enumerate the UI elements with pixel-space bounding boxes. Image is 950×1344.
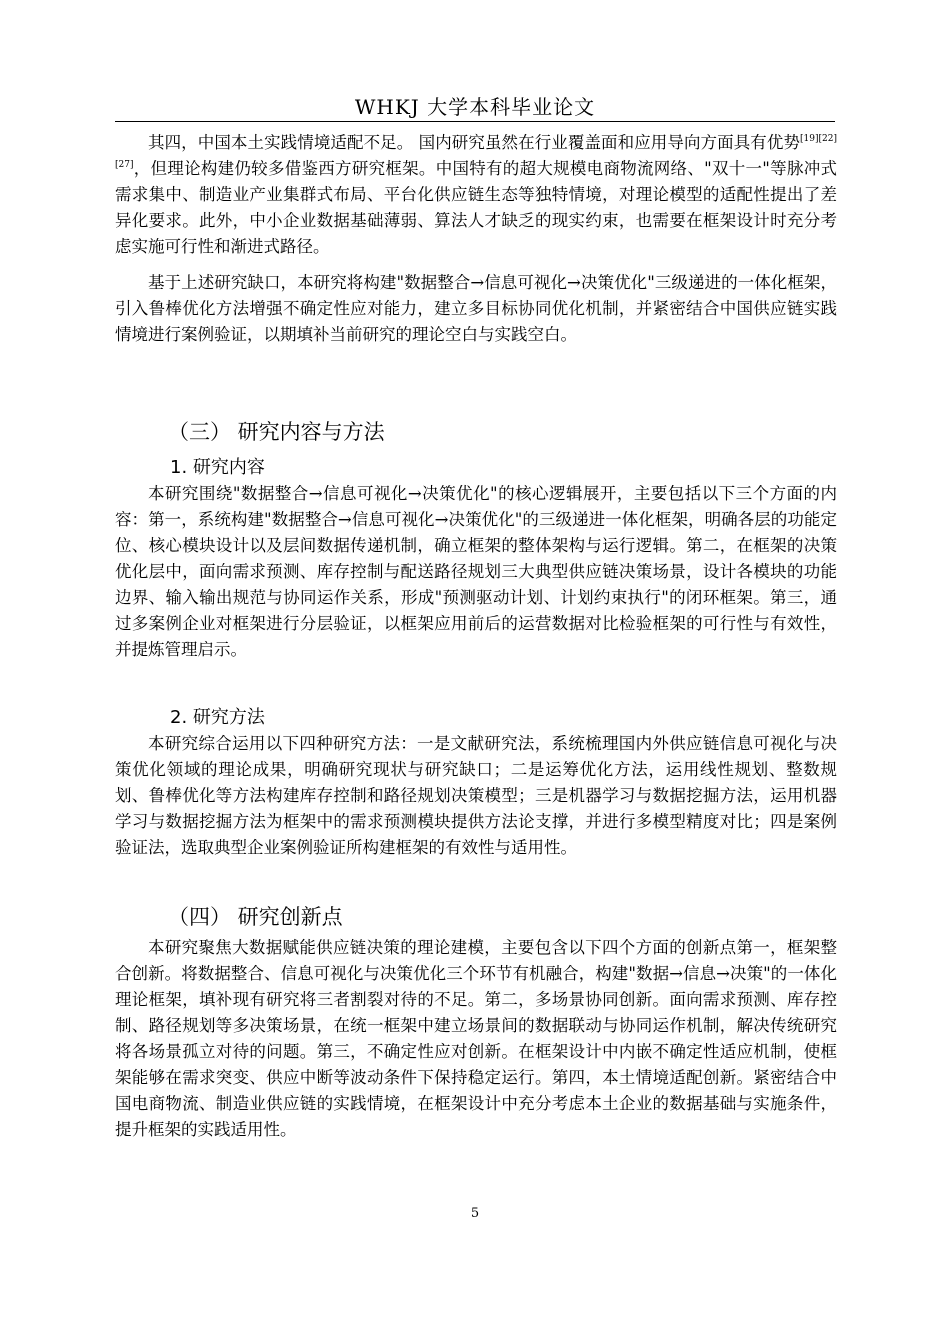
paragraph-research-content: 本研究围绕"数据整合→信息可视化→决策优化"的核心逻辑展开，主要包括以下三个方面的内容：第一，系统构建"数据整合→信息可视化→决策优化"的三级递进一体化框架，明确各层的功能定位、核心模块设计以及层间数据传递机制，确立框架的整体架构与运行逻辑。第二，在框架的决策优化层中，面向需求预测、库存控制与配送路径规划三大典型供应链决策场景，设计各模块的功能边界、输入输出规范与协同运作关系，形成"预测驱动计划、计划约束执行"的闭环框架。第三，通过多案例企业对框架进行分层验证，以框架应用前后的运营数据对比检验框架的可行性与有效性，并提炼管理启示。 <box>115 484 837 659</box>
paragraph-localization-gap <box>115 130 837 260</box>
paragraph-text: ，但理论构建仍较多借鉴西方研究框架。中国特有的超大规模电商物流网络、"双十一"等脉冲式需求集中、制造业产业集群式布局、平台化供应链生态等独特情境，对理论模型的适配性提出了差异化要求。此外，中小企业数据基础薄弱、算法人才缺乏的现实约束，也需要在框架设计时充分考虑实施可行性和渐进式路径。 <box>115 159 837 256</box>
page-header: WHKJ 大学本科毕业论文 <box>115 93 835 122</box>
paragraph-research-gap-summary: 基于上述研究缺口，本研究将构建"数据整合→信息可视化→决策优化"三级递进的一体化框架，引入鲁棒优化方法增强不确定性应对能力，建立多目标协同优化机制，并紧密结合中国供应链实践情境进行案例验证，以期填补当前研究的理论空白与实践空白。 <box>115 273 837 344</box>
section-heading-content-methods: （三） 研究内容与方法 <box>168 420 385 444</box>
subheading-research-content: 1. 研究内容 <box>170 457 265 478</box>
citation-marker: [19][22][27] <box>115 134 837 170</box>
section-heading-innovation: （四） 研究创新点 <box>168 905 343 929</box>
subheading-research-methods: 2. 研究方法 <box>170 707 265 728</box>
paragraph-text: 其四，中国本土实践情境适配不足。 国内研究虽然在行业覆盖面和应用导向方面具有优势 <box>148 133 801 152</box>
paragraph-innovation: 本研究聚焦大数据赋能供应链决策的理论建模，主要包含以下四个方面的创新点第一，框架整合创新。将数据整合、信息可视化与决策优化三个环节有机融合，构建"数据→信息→决策"的一体化理论框架，填补现有研究将三者割裂对待的不足。第二，多场景协同创新。面向需求预测、库存控制、路径规划等多决策场景，在统一框架中建立场景间的数据联动与协同运作机制，解决传统研究将各场景孤立对待的问题。第三，不确定性应对创新。在框架设计中内嵌不确定性适应机制，使框架能够在需求突变、供应中断等波动条件下保持稳定运行。第四，本土情境适配创新。紧密结合中国电商物流、制造业供应链的实践情境，在框架设计中充分考虑本土企业的数据基础与实施条件，提升框架的实践适用性。 <box>115 938 837 1139</box>
page-number: 5 <box>470 1206 480 1221</box>
paragraph-research-methods: 本研究综合运用以下四种研究方法：一是文献研究法，系统梳理国内外供应链信息可视化与决策优化领域的理论成果，明确研究现状与研究缺口；二是运筹优化方法，运用线性规划、整数规划、鲁棒优化等方法构建库存控制和路径规划决策模型；三是机器学习与数据挖掘方法，运用机器学习与数据挖掘方法为框架中的需求预测模块提供方法论支撑，并进行多模型精度对比；四是案例验证法，选取典型企业案例验证所构建框架的有效性与适用性。 <box>115 734 837 857</box>
